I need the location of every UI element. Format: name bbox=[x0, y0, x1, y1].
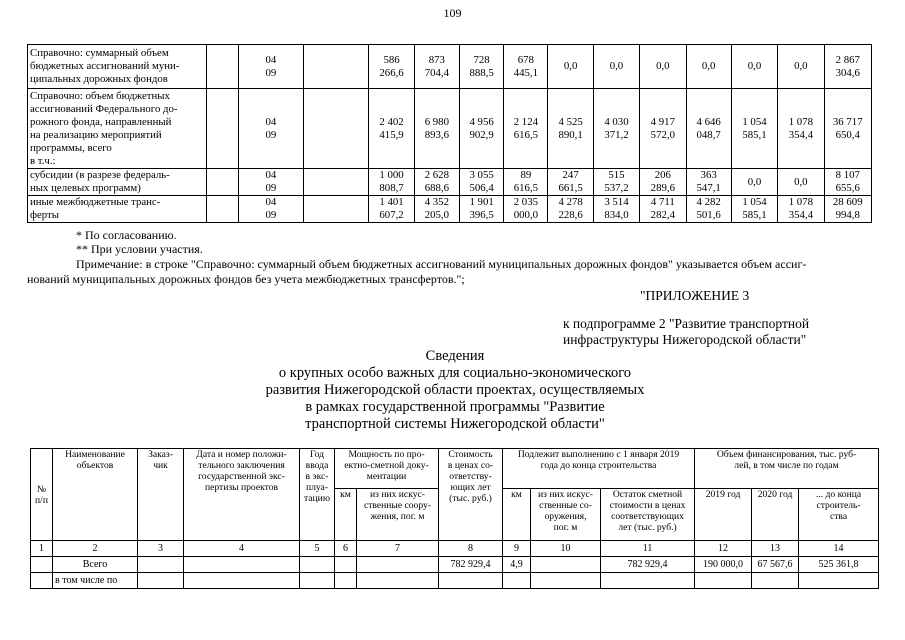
table-cell: 1 bbox=[31, 541, 53, 557]
empty-cell bbox=[304, 89, 369, 169]
table-cell: 4 bbox=[184, 541, 300, 557]
budget-table bbox=[27, 44, 872, 223]
col-header-km-remaining: км bbox=[503, 489, 531, 541]
empty-cell bbox=[304, 196, 369, 223]
table-cell bbox=[799, 573, 879, 589]
table-cell: 67 567,6 bbox=[752, 557, 799, 573]
col-header-art-structures: из них искус- ственные соору- жения, пог. м bbox=[357, 489, 439, 541]
table-cell: 11 bbox=[601, 541, 695, 557]
table-cell: 12 bbox=[695, 541, 752, 557]
value-cell: 2 124 616,5 bbox=[504, 89, 548, 169]
empty-cell bbox=[304, 169, 369, 196]
col-header-num: № п/п bbox=[31, 449, 53, 541]
col-header-name: Наименование объектов bbox=[53, 449, 138, 541]
table-cell bbox=[335, 573, 357, 589]
value-cell: 678 445,1 bbox=[504, 45, 548, 89]
col-header-remaining: Подлежит выполнению с 1 января 2019 года до конца строительства bbox=[503, 449, 695, 489]
table-cell: 9 bbox=[503, 541, 531, 557]
table-cell bbox=[138, 573, 184, 589]
value-cell: 586 266,6 bbox=[369, 45, 414, 89]
col-header-expertise: Дата и номер положи- тельного заключения государственной экс- пертизы проектов bbox=[184, 449, 300, 541]
title-line: Сведения bbox=[425, 348, 485, 364]
table-cell: 782 929,4 bbox=[439, 557, 503, 573]
partial-row bbox=[31, 573, 879, 589]
col-header-financing: Объем финансирования, тыс. руб- лей, в том числе по годам bbox=[695, 449, 879, 489]
title-line: транспортной системы Нижегородской области" bbox=[305, 416, 605, 432]
budget-table-row bbox=[28, 45, 872, 89]
table-cell: Всего bbox=[53, 557, 138, 573]
value-cell: 4 711 282,4 bbox=[640, 196, 686, 223]
empty-cell bbox=[207, 89, 239, 169]
value-cell: 2 402 415,9 bbox=[369, 89, 414, 169]
value-cell: 0,0 bbox=[731, 45, 777, 89]
note-line-1: Примечание: в строке "Справочно: суммарный объем бюджетных ассигнований муниципальных дорожных фондов" указывается объем ассиг- bbox=[76, 257, 807, 271]
table-cell bbox=[300, 557, 335, 573]
value-cell: 0,0 bbox=[778, 169, 824, 196]
value-cell: 1 054 585,1 bbox=[731, 196, 777, 223]
row-label: субсидии (в разрезе федераль- ных целевых программ) bbox=[28, 169, 207, 196]
value-cell: 3 055 506,4 bbox=[459, 169, 503, 196]
title-line: о крупных особо важных для социально-экономического bbox=[278, 365, 632, 381]
value-cell: 206 289,6 bbox=[640, 169, 686, 196]
table-cell: 13 bbox=[752, 541, 799, 557]
value-cell: 2 867 304,6 bbox=[824, 45, 871, 89]
value-cell: 0,0 bbox=[686, 45, 731, 89]
table-cell bbox=[138, 557, 184, 573]
value-cell: 363 547,1 bbox=[686, 169, 731, 196]
table-cell bbox=[695, 573, 752, 589]
note-line-2: нований муниципальных дорожных фондов без учета межбюджетных трансфертов."; bbox=[27, 272, 465, 286]
value-cell: 28 609 994,8 bbox=[824, 196, 871, 223]
table-cell: 10 bbox=[531, 541, 601, 557]
table-cell: 14 bbox=[799, 541, 879, 557]
total-row bbox=[31, 557, 879, 573]
table-cell: 782 929,4 bbox=[601, 557, 695, 573]
value-cell: 1 401 607,2 bbox=[369, 196, 414, 223]
value-cell: 247 661,5 bbox=[548, 169, 593, 196]
column-index-row bbox=[31, 541, 879, 557]
table-cell bbox=[184, 573, 300, 589]
value-cell: 0,0 bbox=[593, 45, 639, 89]
value-cell: 89 616,5 bbox=[504, 169, 548, 196]
table-cell: в том числе по bbox=[53, 573, 138, 589]
table-cell: 7 bbox=[357, 541, 439, 557]
value-cell: 0,0 bbox=[778, 45, 824, 89]
budget-table-row bbox=[28, 169, 872, 196]
table-cell bbox=[531, 573, 601, 589]
col-header-remainder-cost: Остаток сметной стоимости в ценах соответствующих лет (тыс. руб.) bbox=[601, 489, 695, 541]
value-cell: 1 054 585,1 bbox=[731, 89, 777, 169]
row-label: иные межбюджетные транс- ферты bbox=[28, 196, 207, 223]
table-cell: 3 bbox=[138, 541, 184, 557]
col-header-cost: Стоимость в ценах со- ответству- ющих лет (тыс. руб.) bbox=[439, 449, 503, 541]
budget-table-row bbox=[28, 196, 872, 223]
budget-codes: 04 09 bbox=[238, 45, 303, 89]
table-cell bbox=[357, 573, 439, 589]
table-cell bbox=[335, 557, 357, 573]
value-cell: 0,0 bbox=[548, 45, 593, 89]
row-label: Справочно: объем бюджетных ассигнований Федерального до- рожного фонда, направленный на реализацию мероприятий программы, всего в т.ч.: bbox=[28, 89, 207, 169]
value-cell: 8 107 655,6 bbox=[824, 169, 871, 196]
table-cell bbox=[31, 557, 53, 573]
value-cell: 873 704,4 bbox=[414, 45, 459, 89]
value-cell: 4 646 048,7 bbox=[686, 89, 731, 169]
value-cell: 515 537,2 bbox=[593, 169, 639, 196]
value-cell: 4 030 371,2 bbox=[593, 89, 639, 169]
empty-cell bbox=[207, 196, 239, 223]
table-cell bbox=[357, 557, 439, 573]
table-cell: 4,9 bbox=[503, 557, 531, 573]
table-cell: 5 bbox=[300, 541, 335, 557]
empty-cell bbox=[207, 169, 239, 196]
footnote-2: ** При условии участия. bbox=[76, 242, 203, 256]
value-cell: 1 000 808,7 bbox=[369, 169, 414, 196]
col-header-year: Год ввода в экс- плуа- тацию bbox=[300, 449, 335, 541]
budget-table-row bbox=[28, 89, 872, 169]
col-header-km: км bbox=[335, 489, 357, 541]
footnote-1: * По согласованию. bbox=[76, 228, 177, 242]
value-cell: 6 980 893,6 bbox=[414, 89, 459, 169]
table-cell: 2 bbox=[53, 541, 138, 557]
col-header-art-structures-remaining: из них искус- ственные со- оружения, пог. м bbox=[531, 489, 601, 541]
value-cell: 2 035 000,0 bbox=[504, 196, 548, 223]
title-line: в рамках государственной программы "Развитие bbox=[305, 399, 605, 415]
table-cell bbox=[503, 573, 531, 589]
table-cell bbox=[184, 557, 300, 573]
table-cell bbox=[531, 557, 601, 573]
col-header-2019: 2019 год bbox=[695, 489, 752, 541]
value-cell: 0,0 bbox=[640, 45, 686, 89]
appendix-line-1: к подпрограмме 2 "Развитие транспортной bbox=[563, 316, 810, 331]
empty-cell bbox=[304, 45, 369, 89]
col-header-capacity: Мощность по про- ектно-сметной доку- ментации bbox=[335, 449, 439, 489]
projects-table bbox=[30, 448, 879, 589]
value-cell: 3 514 834,0 bbox=[593, 196, 639, 223]
empty-cell bbox=[207, 45, 239, 89]
appendix-line-2: инфраструктуры Нижегородской области" bbox=[563, 332, 807, 347]
value-cell: 36 717 650,4 bbox=[824, 89, 871, 169]
budget-codes: 04 09 bbox=[238, 169, 303, 196]
value-cell: 4 525 890,1 bbox=[548, 89, 593, 169]
value-cell: 4 278 228,6 bbox=[548, 196, 593, 223]
page-number: 109 bbox=[443, 6, 462, 20]
value-cell: 0,0 bbox=[731, 169, 777, 196]
col-header-until-end: ... до конца строитель- ства bbox=[799, 489, 879, 541]
value-cell: 1 901 396,5 bbox=[459, 196, 503, 223]
col-header-customer: Заказ- чик bbox=[138, 449, 184, 541]
table-cell: 6 bbox=[335, 541, 357, 557]
value-cell: 4 352 205,0 bbox=[414, 196, 459, 223]
value-cell: 1 078 354,4 bbox=[778, 196, 824, 223]
table-cell: 525 361,8 bbox=[799, 557, 879, 573]
budget-codes: 04 09 bbox=[238, 196, 303, 223]
value-cell: 4 956 902,9 bbox=[459, 89, 503, 169]
table-cell: 190 000,0 bbox=[695, 557, 752, 573]
col-header-2020: 2020 год bbox=[752, 489, 799, 541]
value-cell: 2 628 688,6 bbox=[414, 169, 459, 196]
table-cell bbox=[300, 573, 335, 589]
table-cell bbox=[601, 573, 695, 589]
table-cell bbox=[31, 573, 53, 589]
document-title bbox=[215, 348, 695, 433]
table-cell: 8 bbox=[439, 541, 503, 557]
table-cell bbox=[439, 573, 503, 589]
budget-codes: 04 09 bbox=[238, 89, 303, 169]
value-cell: 4 917 572,0 bbox=[640, 89, 686, 169]
table-cell bbox=[752, 573, 799, 589]
appendix-heading: "ПРИЛОЖЕНИЕ 3 bbox=[640, 288, 750, 303]
value-cell: 1 078 354,4 bbox=[778, 89, 824, 169]
value-cell: 4 282 501,6 bbox=[686, 196, 731, 223]
title-line: развития Нижегородской области проектах, осуществляемых bbox=[265, 382, 645, 398]
value-cell: 728 888,5 bbox=[459, 45, 503, 89]
row-label: Справочно: суммарный объем бюджетных ассигнований муни- ципальных дорожных фондов bbox=[28, 45, 207, 89]
